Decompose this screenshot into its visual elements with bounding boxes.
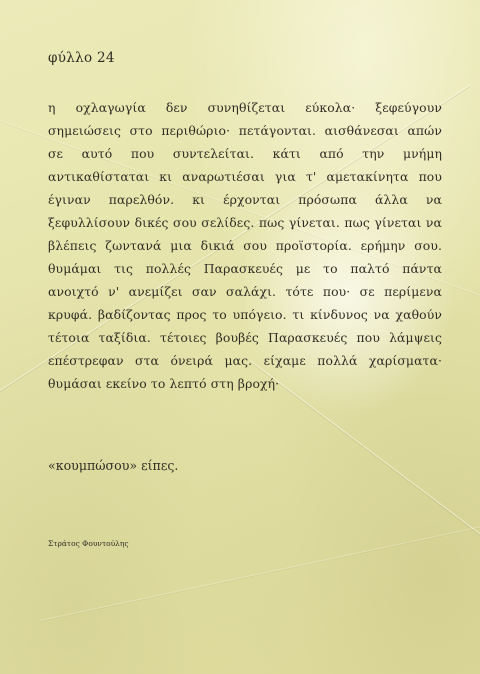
poem-line: ξεφυλλίσουν δικές σου σελίδες. πως γίνεται. πως γίνεται να xyxy=(48,215,442,230)
poem-line: σε αυτό που συντελείται. κάτι από την μνήμη xyxy=(48,146,442,161)
poem-line: αντικαθίσταται κι αναρωτιέσαι για τ' αμετακίνητα που xyxy=(48,169,442,184)
poem-line: θυμάσαι εκείνο το λεπτό στη βροχή· xyxy=(48,376,280,391)
poem-line: σημειώσεις στο περιθώριο· πετάγονται. αισθάνεσαι απών xyxy=(48,123,442,138)
poem-line: έγιναν παρελθόν. κι έρχονται πρόσωπα άλλα να xyxy=(48,192,442,207)
poem-body xyxy=(48,96,442,395)
poem-line: κρυφά. βαδίζοντας προς το υπόγειο. τι κίνδυνος να χαθούν xyxy=(48,307,442,322)
author-signature: Στράτος Φουντούλης xyxy=(48,539,129,548)
poem-line: θυμάμαι τις πολλές Παρασκευές με το παλτό πάντα xyxy=(48,261,442,276)
closing-quote: «κουμπώσου» είπες. xyxy=(48,458,179,473)
poem-line: η οχλαγωγία δεν συνηθίζεται εύκολα· ξεφεύγουν xyxy=(48,100,442,115)
poem-line: ανοιχτό ν' ανεμίζει σαν σαλάχι. τότε που· σε περίμενα xyxy=(48,284,442,299)
poem-line: βλέπεις ζωντανά μια δικιά σου προϊστορία. ερήμην σου. xyxy=(48,238,442,253)
poem-line: επέστρεφαν στα όνειρά μας. είχαμε πολλά χαρίσματα· xyxy=(48,353,442,368)
page-heading: φύλλο 24 xyxy=(48,50,115,66)
poem-line: τέτοια ταξίδια. τέτοιες βουβές Παρασκευές που λάμψεις xyxy=(48,330,442,345)
